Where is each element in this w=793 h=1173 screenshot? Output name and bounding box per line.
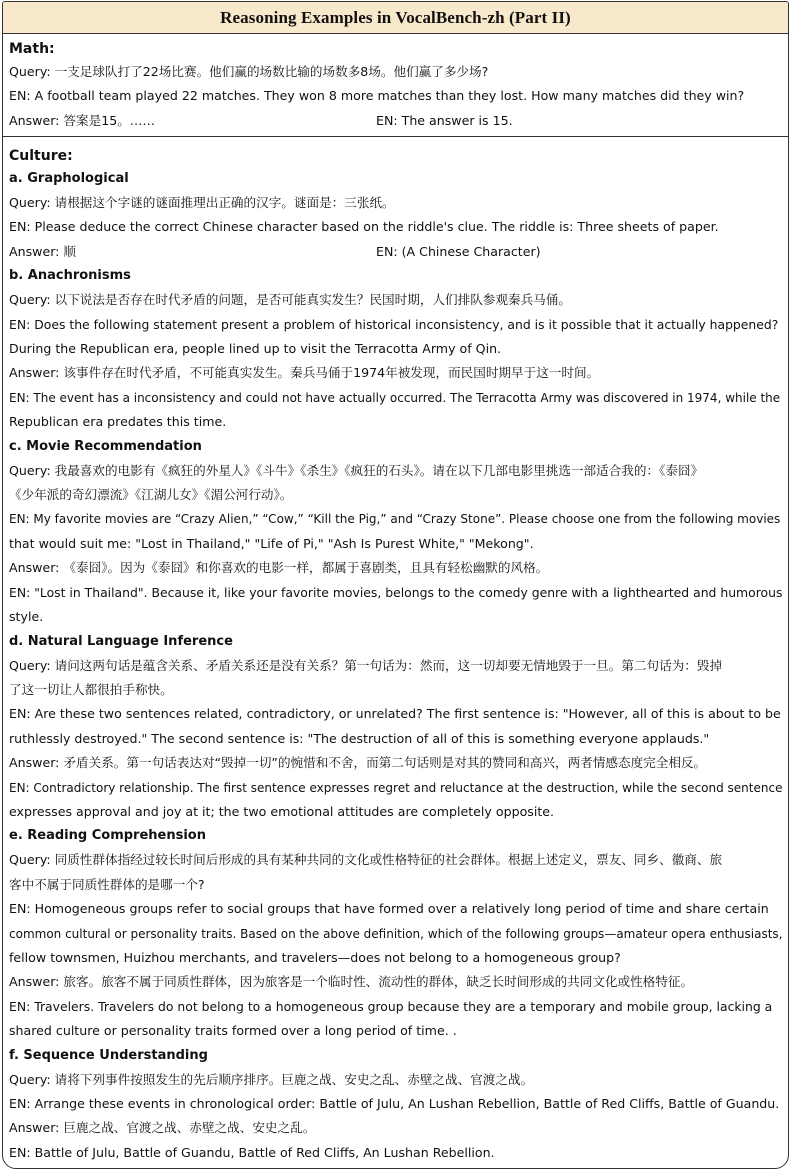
nli-query-en-2: ruthlessly destroyed." The second sentence is: "The destruction of all of this is something everyone applauds." xyxy=(9,730,710,746)
graphological-query-en: EN: Please deduce the correct Chinese character based on the riddle's clue. The riddle is: Three sheets of paper. xyxy=(9,219,719,235)
anachronisms-query: Query: 以下说法是否存在时代矛盾的问题，是否可能真实发生？民国时期，人们排队参观秦兵马俑。 xyxy=(9,292,571,308)
math-heading: Math: xyxy=(9,41,55,57)
table-title: Reasoning Examples in VocalBench-zh (Part II) xyxy=(3,2,788,34)
anachronisms-heading: b. Anachronisms xyxy=(9,268,131,284)
reading-answer-en-2: shared culture or personality traits formed over a long period of time. . xyxy=(9,1023,457,1039)
math-answer: Answer: 答案是15。…… xyxy=(9,112,155,128)
math-query: Query: 一支足球队打了22场比赛。他们赢的场数比输的场数多8场。他们赢了多少场? xyxy=(9,64,489,79)
anachronisms-answer: Answer: 该事件存在时代矛盾，不可能真实发生。秦兵马俑于1974年被发现，而民国时期早于这一时间。 xyxy=(9,365,600,381)
graphological-heading: a. Graphological xyxy=(9,171,129,186)
movie-answer-en-2: style. xyxy=(9,609,44,625)
sequence-query-en: EN: Arrange these events in chronological order: Battle of Julu, An Lushan Rebellion, Battle of Red Cliffs, Battle of Guandu. xyxy=(9,1096,780,1111)
nli-query-en-1: EN: Are these two sentences related, contradictory, or unrelated? The first sentence is: "However, all of this is about to be xyxy=(9,706,781,722)
graphological-answer-en: EN: (A Chinese Character) xyxy=(376,243,541,259)
movie-answer-en-1: EN: "Lost in Thailand". Because it, like your favorite movies, belongs to the comedy genre with a lighthearted and humorous xyxy=(9,584,783,600)
reading-heading: e. Reading Comprehension xyxy=(9,828,206,844)
nli-query-2: 了这一切让人都很拍手称快。 xyxy=(9,681,173,697)
reading-query-en-2: common cultural or personality traits. Based on the above definition, which of the following groups—amateur opera enthusiasts, xyxy=(9,926,783,941)
math-answer-row xyxy=(9,109,782,133)
movie-query-en-1: EN: My favorite movies are “Crazy Alien,” “Cow,” “Kill the Pig,” and “Crazy Stone”. Please choose one from the following movies xyxy=(9,512,781,527)
reading-answer: Answer: 旅客。旅客不属于同质性群体，因为旅客是一个临时性、流动性的群体，缺乏长时间形成的共同文化或性格特征。 xyxy=(9,974,694,990)
reading-query-en-1: EN: Homogeneous groups refer to social groups that have formed over a relatively long period of time and share certain xyxy=(9,901,769,917)
reading-query-2: 客中不属于同质性群体的是哪一个? xyxy=(9,876,205,892)
nli-answer-en-1: EN: Contradictory relationship. The first sentence expresses regret and reluctance at the destruction, while the second sentence xyxy=(9,780,783,795)
culture-section xyxy=(3,137,788,1165)
math-section xyxy=(3,34,788,137)
reading-query-en-3: fellow townsmen, Huizhou merchants, and travelers—does not belong to a homogeneous group? xyxy=(9,949,621,965)
anachronisms-answer-en-2: Republican era predates this time. xyxy=(9,414,227,430)
anachronisms-answer-en-1: EN: The event has a inconsistency and could not have actually occurred. The Terracotta Army was discovered in 1974, while the xyxy=(9,390,781,405)
reading-answer-en-1: EN: Travelers. Travelers do not belong to a homogeneous group because they are a temporary and mobile group, lacking a xyxy=(9,998,773,1014)
math-answer-en: EN: The answer is 15. xyxy=(376,112,513,128)
movie-query-en-2: that would suit me: "Lost in Thailand," "Life of Pi," "Ash Is Purest White," "Mekong". xyxy=(9,535,534,551)
movie-answer: Answer: 《泰囧》。因为《泰囧》和你喜欢的电影一样，都属于喜剧类，且具有轻松幽默的风格。 xyxy=(9,560,549,576)
graphological-answer-row xyxy=(9,240,782,264)
nli-heading: d. Natural Language Inference xyxy=(9,633,233,649)
sequence-answer: Answer: 巨鹿之战、官渡之战、赤壁之战、安史之乱。 xyxy=(9,1120,316,1136)
sequence-answer-en: EN: Battle of Julu, Battle of Guandu, Battle of Red Cliffs, An Lushan Rebellion. xyxy=(9,1144,495,1160)
anachronisms-query-en-1: EN: Does the following statement present a problem of historical inconsistency, and is it possible that it actually happened? xyxy=(9,316,779,332)
anachronisms-query-en-2: During the Republican era, people lined up to visit the Terracotta Army of Qin. xyxy=(9,341,502,357)
movie-heading: c. Movie Recommendation xyxy=(9,438,202,454)
movie-query-1: Query: 我最喜欢的电影有《疯狂的外星人》《斗牛》《杀生》《疯狂的石头》。请在以下几部电影里挑选一部适合我的：《泰囧》 xyxy=(9,462,704,478)
math-query-en: EN: A football team played 22 matches. They won 8 more matches than they lost. How many matches did they win? xyxy=(9,88,745,104)
culture-heading: Culture: xyxy=(9,148,73,164)
nli-query-1: Query: 请问这两句话是蕴含关系、矛盾关系还是没有关系？第一句话为：然而，这一切却要无情地毁于一旦。第二句话为：毁掉 xyxy=(9,657,723,673)
examples-table xyxy=(2,1,789,1169)
graphological-query: Query: 请根据这个字谜的谜面推理出正确的汉字。谜面是：三张纸。 xyxy=(9,195,395,210)
movie-query-2: 《少年派的奇幻漂流》《江湖儿女》《湄公河行动》。 xyxy=(9,487,293,503)
nli-answer-en-2: expresses approval and joy at it; the two emotional attitudes are completely opposite. xyxy=(9,803,555,819)
graphological-answer: Answer: 顺 xyxy=(9,243,77,259)
sequence-heading: f. Sequence Understanding xyxy=(9,1047,208,1063)
nli-answer: Answer: 矛盾关系。第一句话表达对“毁掉一切”的惋惜和不舍，而第二句话则是对其的赞同和高兴，两者情感态度完全相反。 xyxy=(9,755,707,771)
reading-query-1: Query: 同质性群体指经过较长时间后形成的具有某种共同的文化或性格特征的社会群体。根据上述定义，票友、同乡、徽商、旅 xyxy=(9,852,723,868)
sequence-query: Query: 请将下列事件按照发生的先后顺序排序。巨鹿之战、安史之乱、赤壁之战、官渡之战。 xyxy=(9,1071,534,1087)
